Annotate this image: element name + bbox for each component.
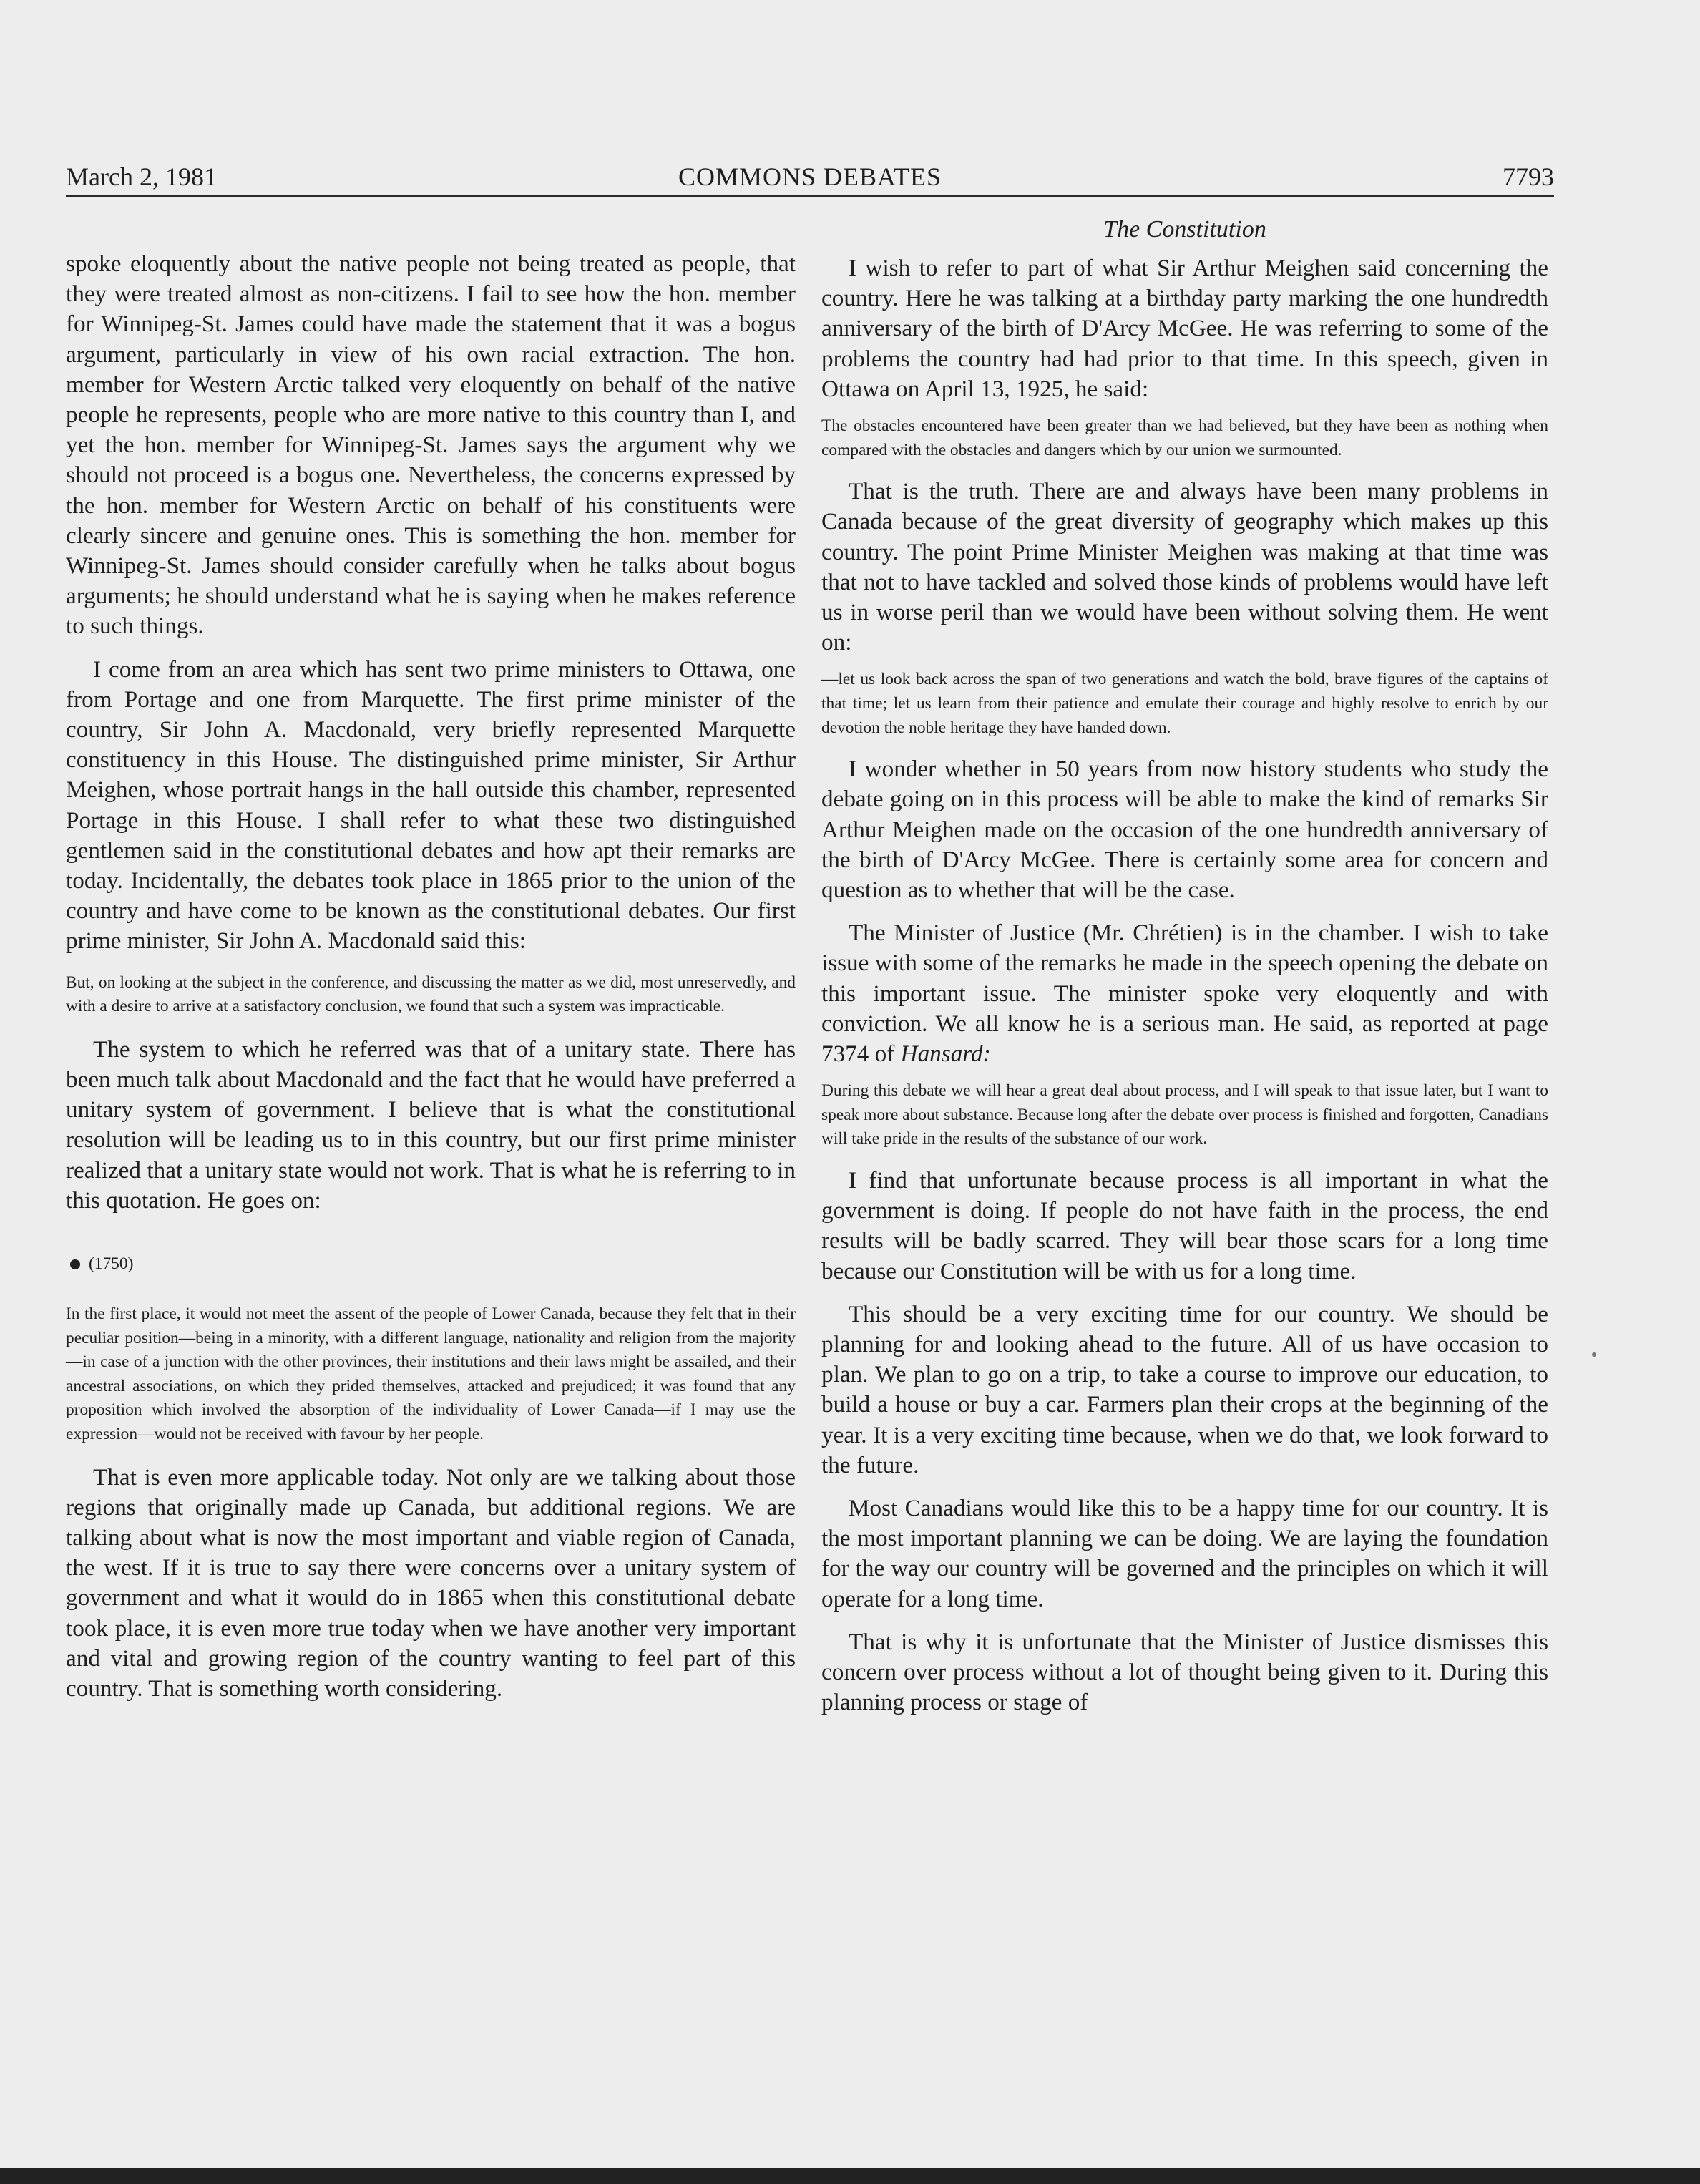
left-column: [66, 208, 796, 1704]
section-heading: The Constitution: [1103, 216, 1266, 243]
right-column: [821, 208, 1548, 1717]
paragraph: That is why it is unfortunate that the Minister of Justice dismisses this concern over process without a lot of thought being given to it. During this planning process or stage of: [821, 1628, 1548, 1716]
block-quote: The obstacles encountered have been greater than we had believed, but they have been as nothing when compared with the obstacles and dangers which by our union we surmounted.: [821, 416, 1548, 459]
time-marker-label: (1750): [89, 1254, 134, 1274]
page-header: [66, 159, 1554, 197]
paragraph: This should be a very exciting time for our country. We should be planning for and looking ahead to the future. All of us have occasion to plan. We plan to go on a trip, to take a course to improve our education, to build a house or buy a car. Farmers plan their crops at the beginning of the year. It is a very exciting time because, when we do that, we look forward to the future.: [821, 1300, 1548, 1478]
paragraph: I wish to refer to part of what Sir Arthur Meighen said concerning the country. Here he was talking at a birthday party marking the one hundredth anniversary of the birth of D'Arcy McGee. He was referring to some of the problems the country had had prior to that time. In this speech, given in Ottawa on April 13, 1925, he said:: [821, 255, 1548, 402]
paragraph: [821, 918, 1548, 1069]
paragraph: I find that unfortunate because process is all important in what the government is doing. If people do not have faith in the process, the end results will be badly scarred. They will bear those scars for a long time because our Constitution will be with us for a long time.: [821, 1167, 1548, 1284]
hansard-reference: Hansard:: [900, 1040, 991, 1068]
header-page-number: 7793: [1503, 162, 1554, 191]
paragraph: I wonder whether in 50 years from now history students who study the debate going on in this process will be able to make the kind of remarks Sir Arthur Meighen made on the occasion of the one hundredth anniversary of the birth of D'Arcy McGee. There is certainly some area for concern and question as to whether that will be the case.: [821, 756, 1548, 904]
block-quote: But, on looking at the subject in the conference, and discussing the matter as we did, most unreservedly, and with a desire to arrive at a satisfactory conclusion, we found that such a system was impracticable.: [66, 972, 796, 1016]
scan-bottom-edge: [0, 2168, 1700, 2184]
paragraph: spoke eloquently about the native people not being treated as people, that they were treated almost as non-citizens. I fail to see how the hon. member for Winnipeg-St. James could have made the statement that it was a bogus argument, particularly in view of his own racial extraction. The hon. member for Western Arctic talked very eloquently on behalf of the native people he represents, people who are more native to this country than I, and yet the hon. member for Winnipeg-St. James says the argument why we should not proceed is a bogus one. Nevertheless, the concerns expressed by the hon. member for Western Arctic on behalf of his constituents were clearly sincere and genuine ones. This is something the hon. member for Winnipeg-St. James should consider carefully when he talks about bogus arguments; he should understand what he is saying when he makes reference to such things.: [66, 250, 796, 640]
block-quote: During this debate we will hear a great deal about process, and I will speak to that issue later, but I want to speak more about substance. Because long after the debate over process is finished and forgotten, Canadians will take pride in the results of the substance of our work.: [821, 1081, 1548, 1149]
paragraph: Most Canadians would like this to be a happy time for our country. It is the most important planning we can be doing. We are laying the foundation for the way our country will be governed and the principles on which it will operate for a long time.: [821, 1495, 1548, 1612]
paragraph: That is even more applicable today. Not only are we talking about those regions that originally made up Canada, but additional regions. We are talking about what is now the most important and viable region of Canada, the west. If it is true to say there were concerns over a unitary system of government and what it would do in 1865 when this constitutional debate took place, it is even more true today when we have another very important and vital and growing region of the country wanting to feel part of this country. That is something worth considering.: [66, 1463, 796, 1702]
paragraph: The system to which he referred was that of a unitary state. There has been much talk about Macdonald and the fact that he would have preferred a unitary system of government. I believe that is what the constitutional resolution will be leading us to in this country, but our first prime minister realized that a unitary state would not work. That is what he is referring to in this quotation. He goes on:: [66, 1035, 796, 1214]
paragraph-text: The Minister of Justice (Mr. Chrétien) is in the chamber. I wish to take issue with some of the remarks he made in the speech opening the debate on this important issue. The minister spoke very eloquently and with conviction. We all know he is a serious man. He said, as reported at page 7374 of: [821, 920, 1548, 1068]
header-date: March 2, 1981: [66, 162, 217, 191]
time-marker: [66, 1254, 796, 1274]
scan-speck: [1592, 1352, 1596, 1357]
paragraph: That is the truth. There are and always have been many problems in Canada because of the great diversity of geography which makes up this country. The point Prime Minister Meighen was making at that time was that not to have tackled and solved those kinds of problems would have left us in worse peril than we would have been without solving them. He went on:: [821, 478, 1548, 656]
block-quote: —let us look back across the span of two generations and watch the bold, brave figures of the captains of that time; let us learn from their patience and emulate their courage and highly resolve to enrich by our devotion the noble heritage they have handed down.: [821, 670, 1548, 737]
bullet-dot-icon: [70, 1259, 80, 1269]
block-quote: In the first place, it would not meet the assent of the people of Lower Canada, because they felt that in their peculiar position—being in a minority, with a different language, nationality and religion from the majority—in case of a junction with the other provinces, their institutions and their laws might be assailed, and their ancestral associations, on which they prided themselves, attacked and prejudiced; it was found that any proposition which involved the absorption of the individuality of Lower Canada—if I may use the expression—would not be received with favour by her people.: [66, 1305, 796, 1444]
header-title: COMMONS DEBATES: [678, 162, 942, 191]
paragraph: I come from an area which has sent two prime ministers to Ottawa, one from Portage and one from Marquette. The first prime minister of the country, Sir John A. Macdonald, very briefly represented Marquette constituency in this House. The distinguished prime minister, Sir Arthur Meighen, whose portrait hangs in the hall outside this chamber, represented Portage in this House. I shall refer to what these two distinguished gentlemen said in the constitutional debates and how apt their remarks are today. Incidentally, the debates took place in 1865 prior to the union of the country and have come to be known as the constitutional debates. Our first prime minister, Sir John A. Macdonald said this:: [66, 655, 796, 955]
